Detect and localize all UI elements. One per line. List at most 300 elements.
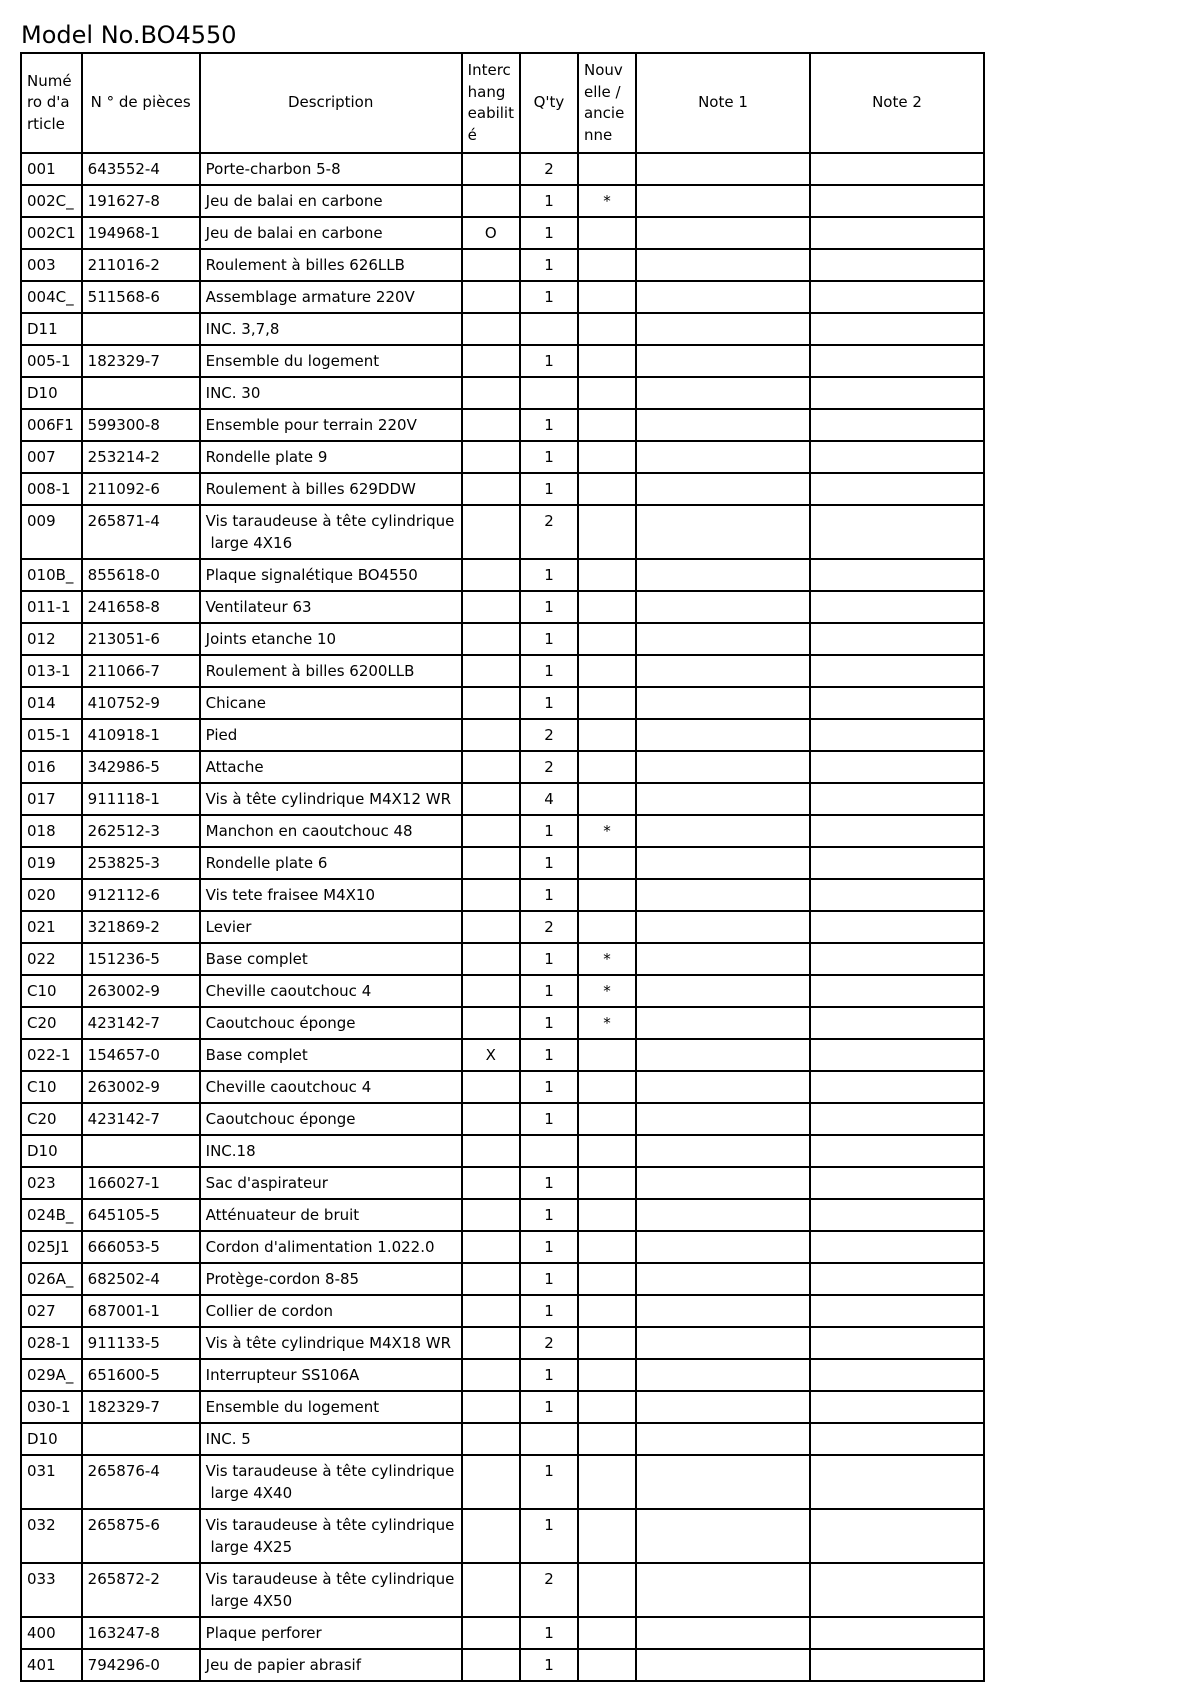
quantity-cell: 1 [520, 847, 578, 879]
part-number-cell: 182329-7 [82, 345, 200, 377]
part-number-cell: 265875-6 [82, 1509, 200, 1563]
note-2-cell [810, 441, 984, 473]
note-1-cell [636, 409, 810, 441]
note-1-cell [636, 473, 810, 505]
note-1-cell [636, 153, 810, 185]
note-1-cell [636, 1135, 810, 1167]
header-new-old: Nouv elle / ancie nne [578, 53, 636, 153]
note-1-cell [636, 1071, 810, 1103]
note-1-cell [636, 1423, 810, 1455]
table-row [21, 1563, 984, 1617]
description-cell: Collier de cordon [200, 1295, 462, 1327]
quantity-cell: 1 [520, 975, 578, 1007]
item-number-cell: 031 [21, 1455, 82, 1509]
quantity-cell: 2 [520, 1563, 578, 1617]
note-2-cell [810, 409, 984, 441]
quantity-cell: 1 [520, 1359, 578, 1391]
new-old-cell [578, 783, 636, 815]
new-old-cell [578, 377, 636, 409]
item-number-cell: 022 [21, 943, 82, 975]
interchangeability-cell [462, 1263, 520, 1295]
interchangeability-cell [462, 783, 520, 815]
note-2-cell [810, 473, 984, 505]
description-cell: INC. 3,7,8 [200, 313, 462, 345]
item-number-cell: 017 [21, 783, 82, 815]
part-number-cell: 194968-1 [82, 217, 200, 249]
table-row [21, 249, 984, 281]
header-description: Description [200, 53, 462, 153]
interchangeability-cell [462, 1423, 520, 1455]
table-row [21, 1231, 984, 1263]
note-2-cell [810, 1263, 984, 1295]
note-1-cell [636, 1391, 810, 1423]
table-body [21, 153, 984, 1681]
description-cell: Levier [200, 911, 462, 943]
description-cell: Jeu de balai en carbone [200, 217, 462, 249]
note-1-cell [636, 1359, 810, 1391]
interchangeability-cell [462, 1327, 520, 1359]
table-row [21, 1071, 984, 1103]
part-number-cell: 265876-4 [82, 1455, 200, 1509]
quantity-cell: 1 [520, 591, 578, 623]
new-old-cell [578, 687, 636, 719]
table-row [21, 591, 984, 623]
part-number-cell: 151236-5 [82, 943, 200, 975]
table-row [21, 1391, 984, 1423]
interchangeability-cell [462, 1295, 520, 1327]
quantity-cell: 1 [520, 1391, 578, 1423]
note-1-cell [636, 655, 810, 687]
interchangeability-cell [462, 473, 520, 505]
table-row [21, 217, 984, 249]
item-number-cell: 004C_ [21, 281, 82, 313]
new-old-cell [578, 1617, 636, 1649]
note-1-cell [636, 1617, 810, 1649]
interchangeability-cell [462, 879, 520, 911]
part-number-cell: 794296-0 [82, 1649, 200, 1681]
note-1-cell [636, 783, 810, 815]
note-2-cell [810, 1295, 984, 1327]
part-number-cell: 154657-0 [82, 1039, 200, 1071]
item-number-cell: 022-1 [21, 1039, 82, 1071]
interchangeability-cell [462, 1007, 520, 1039]
new-old-cell [578, 719, 636, 751]
header-quantity: Q'ty [520, 53, 578, 153]
quantity-cell: 1 [520, 473, 578, 505]
note-1-cell [636, 719, 810, 751]
part-number-cell: 263002-9 [82, 1071, 200, 1103]
item-number-cell: 024B_ [21, 1199, 82, 1231]
interchangeability-cell [462, 1231, 520, 1263]
note-1-cell [636, 943, 810, 975]
part-number-cell: 163247-8 [82, 1617, 200, 1649]
note-1-cell [636, 217, 810, 249]
quantity-cell: 1 [520, 1509, 578, 1563]
part-number-cell: 263002-9 [82, 975, 200, 1007]
description-cell: Rondelle plate 9 [200, 441, 462, 473]
part-number-cell: 855618-0 [82, 559, 200, 591]
interchangeability-cell [462, 1199, 520, 1231]
item-number-cell: 007 [21, 441, 82, 473]
description-cell: Chicane [200, 687, 462, 719]
note-2-cell [810, 1391, 984, 1423]
table-row [21, 1509, 984, 1563]
interchangeability-cell [462, 623, 520, 655]
table-row [21, 1455, 984, 1509]
table-row [21, 1423, 984, 1455]
description-cell: Manchon en caoutchouc 48 [200, 815, 462, 847]
part-number-cell: 211016-2 [82, 249, 200, 281]
new-old-cell [578, 1071, 636, 1103]
part-number-cell: 321869-2 [82, 911, 200, 943]
new-old-cell [578, 751, 636, 783]
note-2-cell [810, 943, 984, 975]
note-2-cell [810, 751, 984, 783]
description-cell: Atténuateur de bruit [200, 1199, 462, 1231]
new-old-cell [578, 345, 636, 377]
description-cell: INC. 5 [200, 1423, 462, 1455]
quantity-cell: 1 [520, 1167, 578, 1199]
item-number-cell: 002C_ [21, 185, 82, 217]
interchangeability-cell [462, 1455, 520, 1509]
item-number-cell: 005-1 [21, 345, 82, 377]
note-2-cell [810, 1455, 984, 1509]
part-number-cell: 191627-8 [82, 185, 200, 217]
quantity-cell [520, 377, 578, 409]
note-1-cell [636, 687, 810, 719]
interchangeability-cell [462, 1071, 520, 1103]
note-2-cell [810, 281, 984, 313]
description-cell: Roulement à billes 6200LLB [200, 655, 462, 687]
description-cell: Ensemble du logement [200, 345, 462, 377]
interchangeability-cell [462, 409, 520, 441]
note-2-cell [810, 1649, 984, 1681]
part-number-cell: 211066-7 [82, 655, 200, 687]
new-old-cell [578, 441, 636, 473]
new-old-cell: * [578, 1007, 636, 1039]
note-2-cell [810, 847, 984, 879]
quantity-cell: 1 [520, 815, 578, 847]
quantity-cell: 1 [520, 409, 578, 441]
quantity-cell: 1 [520, 441, 578, 473]
item-number-cell: 010B_ [21, 559, 82, 591]
item-number-cell: 029A_ [21, 1359, 82, 1391]
quantity-cell: 1 [520, 943, 578, 975]
table-row [21, 975, 984, 1007]
note-2-cell [810, 783, 984, 815]
note-1-cell [636, 1455, 810, 1509]
new-old-cell [578, 559, 636, 591]
table-row [21, 1295, 984, 1327]
table-row [21, 1649, 984, 1681]
item-number-cell: 006F1 [21, 409, 82, 441]
description-cell: Vis taraudeuse à tête cylindrique large 4X25 [200, 1509, 462, 1563]
part-number-cell: 687001-1 [82, 1295, 200, 1327]
new-old-cell: * [578, 815, 636, 847]
interchangeability-cell [462, 313, 520, 345]
note-2-cell [810, 313, 984, 345]
item-number-cell: 023 [21, 1167, 82, 1199]
table-row [21, 751, 984, 783]
item-number-cell: 021 [21, 911, 82, 943]
new-old-cell [578, 655, 636, 687]
note-1-cell [636, 377, 810, 409]
part-number-cell: 912112-6 [82, 879, 200, 911]
new-old-cell [578, 1391, 636, 1423]
part-number-cell: 253825-3 [82, 847, 200, 879]
item-number-cell: 401 [21, 1649, 82, 1681]
quantity-cell: 1 [520, 1231, 578, 1263]
item-number-cell: 001 [21, 153, 82, 185]
quantity-cell: 2 [520, 153, 578, 185]
description-cell: Jeu de balai en carbone [200, 185, 462, 217]
new-old-cell [578, 1135, 636, 1167]
quantity-cell: 1 [520, 1007, 578, 1039]
note-1-cell [636, 313, 810, 345]
description-cell: Sac d'aspirateur [200, 1167, 462, 1199]
part-number-cell: 262512-3 [82, 815, 200, 847]
quantity-cell: 1 [520, 1263, 578, 1295]
part-number-cell: 342986-5 [82, 751, 200, 783]
description-cell: Attache [200, 751, 462, 783]
interchangeability-cell [462, 1649, 520, 1681]
interchangeability-cell [462, 975, 520, 1007]
part-number-cell: 253214-2 [82, 441, 200, 473]
note-1-cell [636, 1007, 810, 1039]
new-old-cell [578, 623, 636, 655]
table-row [21, 1263, 984, 1295]
item-number-cell: C10 [21, 975, 82, 1007]
new-old-cell [578, 1359, 636, 1391]
item-number-cell: 008-1 [21, 473, 82, 505]
table-header-row [21, 53, 984, 153]
note-2-cell [810, 1039, 984, 1071]
table-row [21, 783, 984, 815]
note-1-cell [636, 847, 810, 879]
table-row [21, 1617, 984, 1649]
new-old-cell: * [578, 975, 636, 1007]
note-2-cell [810, 1167, 984, 1199]
note-1-cell [636, 559, 810, 591]
table-row [21, 623, 984, 655]
new-old-cell [578, 1039, 636, 1071]
table-row [21, 409, 984, 441]
description-cell: INC.18 [200, 1135, 462, 1167]
interchangeability-cell [462, 943, 520, 975]
table-row [21, 345, 984, 377]
quantity-cell: 1 [520, 1103, 578, 1135]
part-number-cell: 410752-9 [82, 687, 200, 719]
part-number-cell: 643552-4 [82, 153, 200, 185]
item-number-cell: C10 [21, 1071, 82, 1103]
item-number-cell: 003 [21, 249, 82, 281]
quantity-cell: 1 [520, 623, 578, 655]
item-number-cell: 025J1 [21, 1231, 82, 1263]
interchangeability-cell [462, 1509, 520, 1563]
part-number-cell: 211092-6 [82, 473, 200, 505]
note-1-cell [636, 623, 810, 655]
note-1-cell [636, 441, 810, 473]
table-row [21, 185, 984, 217]
part-number-cell: 265872-2 [82, 1563, 200, 1617]
note-2-cell [810, 1071, 984, 1103]
quantity-cell: 1 [520, 1295, 578, 1327]
table-row [21, 815, 984, 847]
header-note-1: Note 1 [636, 53, 810, 153]
new-old-cell [578, 249, 636, 281]
new-old-cell: * [578, 943, 636, 975]
note-1-cell [636, 185, 810, 217]
description-cell: Pied [200, 719, 462, 751]
quantity-cell [520, 1423, 578, 1455]
interchangeability-cell [462, 687, 520, 719]
quantity-cell: 1 [520, 1071, 578, 1103]
note-2-cell [810, 559, 984, 591]
description-cell: Caoutchouc éponge [200, 1007, 462, 1039]
table-row [21, 1199, 984, 1231]
description-cell: Vis taraudeuse à tête cylindrique large 4X50 [200, 1563, 462, 1617]
table-row [21, 719, 984, 751]
interchangeability-cell [462, 441, 520, 473]
table-row [21, 377, 984, 409]
note-2-cell [810, 1231, 984, 1263]
note-1-cell [636, 1167, 810, 1199]
note-2-cell [810, 623, 984, 655]
quantity-cell: 2 [520, 751, 578, 783]
new-old-cell [578, 1199, 636, 1231]
item-number-cell: 011-1 [21, 591, 82, 623]
interchangeability-cell [462, 815, 520, 847]
part-number-cell: 423142-7 [82, 1007, 200, 1039]
description-cell: Cheville caoutchouc 4 [200, 1071, 462, 1103]
interchangeability-cell [462, 559, 520, 591]
part-number-cell: 645105-5 [82, 1199, 200, 1231]
note-1-cell [636, 1199, 810, 1231]
part-number-cell: 423142-7 [82, 1103, 200, 1135]
new-old-cell [578, 1167, 636, 1199]
note-2-cell [810, 1509, 984, 1563]
new-old-cell [578, 1263, 636, 1295]
description-cell: Vis tete fraisee M4X10 [200, 879, 462, 911]
part-number-cell: 182329-7 [82, 1391, 200, 1423]
part-number-cell: 651600-5 [82, 1359, 200, 1391]
new-old-cell [578, 1327, 636, 1359]
quantity-cell: 1 [520, 1199, 578, 1231]
quantity-cell: 4 [520, 783, 578, 815]
new-old-cell [578, 313, 636, 345]
description-cell: Protège-cordon 8-85 [200, 1263, 462, 1295]
note-1-cell [636, 1103, 810, 1135]
note-2-cell [810, 1007, 984, 1039]
part-number-cell [82, 1135, 200, 1167]
description-cell: Assemblage armature 220V [200, 281, 462, 313]
description-cell: Cheville caoutchouc 4 [200, 975, 462, 1007]
item-number-cell: D10 [21, 1135, 82, 1167]
interchangeability-cell [462, 655, 520, 687]
new-old-cell [578, 1295, 636, 1327]
note-2-cell [810, 1359, 984, 1391]
note-2-cell [810, 687, 984, 719]
quantity-cell: 1 [520, 1039, 578, 1071]
quantity-cell: 1 [520, 1649, 578, 1681]
new-old-cell [578, 505, 636, 559]
note-1-cell [636, 505, 810, 559]
table-row [21, 687, 984, 719]
table-row [21, 1007, 984, 1039]
note-2-cell [810, 719, 984, 751]
quantity-cell: 2 [520, 1327, 578, 1359]
item-number-cell: 019 [21, 847, 82, 879]
note-1-cell [636, 975, 810, 1007]
new-old-cell [578, 281, 636, 313]
header-part-number: N ° de pièces [82, 53, 200, 153]
interchangeability-cell [462, 1359, 520, 1391]
interchangeability-cell [462, 377, 520, 409]
note-2-cell [810, 975, 984, 1007]
note-2-cell [810, 911, 984, 943]
note-2-cell [810, 1327, 984, 1359]
part-number-cell: 666053-5 [82, 1231, 200, 1263]
part-number-cell: 911133-5 [82, 1327, 200, 1359]
note-1-cell [636, 249, 810, 281]
note-1-cell [636, 1509, 810, 1563]
part-number-cell: 213051-6 [82, 623, 200, 655]
item-number-cell: 033 [21, 1563, 82, 1617]
note-1-cell [636, 879, 810, 911]
table-row [21, 911, 984, 943]
description-cell: Rondelle plate 6 [200, 847, 462, 879]
interchangeability-cell: X [462, 1039, 520, 1071]
note-2-cell [810, 185, 984, 217]
new-old-cell [578, 911, 636, 943]
description-cell: Roulement à billes 629DDW [200, 473, 462, 505]
interchangeability-cell [462, 345, 520, 377]
table-row [21, 1167, 984, 1199]
interchangeability-cell [462, 1391, 520, 1423]
part-number-cell [82, 377, 200, 409]
item-number-cell: 028-1 [21, 1327, 82, 1359]
new-old-cell [578, 1455, 636, 1509]
description-cell: Interrupteur SS106A [200, 1359, 462, 1391]
new-old-cell [578, 847, 636, 879]
interchangeability-cell [462, 591, 520, 623]
new-old-cell [578, 1423, 636, 1455]
interchangeability-cell [462, 847, 520, 879]
note-2-cell [810, 815, 984, 847]
note-2-cell [810, 217, 984, 249]
quantity-cell: 2 [520, 505, 578, 559]
note-1-cell [636, 281, 810, 313]
description-cell: Vis à tête cylindrique M4X12 WR [200, 783, 462, 815]
quantity-cell: 1 [520, 185, 578, 217]
item-number-cell: 015-1 [21, 719, 82, 751]
description-cell: Ensemble du logement [200, 1391, 462, 1423]
note-2-cell [810, 1423, 984, 1455]
note-2-cell [810, 1563, 984, 1617]
description-cell: Vis taraudeuse à tête cylindrique large 4X40 [200, 1455, 462, 1509]
item-number-cell: 013-1 [21, 655, 82, 687]
item-number-cell: D10 [21, 1423, 82, 1455]
item-number-cell: 009 [21, 505, 82, 559]
part-number-cell: 511568-6 [82, 281, 200, 313]
quantity-cell: 2 [520, 911, 578, 943]
item-number-cell: 018 [21, 815, 82, 847]
page-title: Model No.BO4550 [21, 21, 237, 49]
new-old-cell [578, 217, 636, 249]
new-old-cell [578, 1103, 636, 1135]
description-cell: Caoutchouc éponge [200, 1103, 462, 1135]
table-row [21, 847, 984, 879]
